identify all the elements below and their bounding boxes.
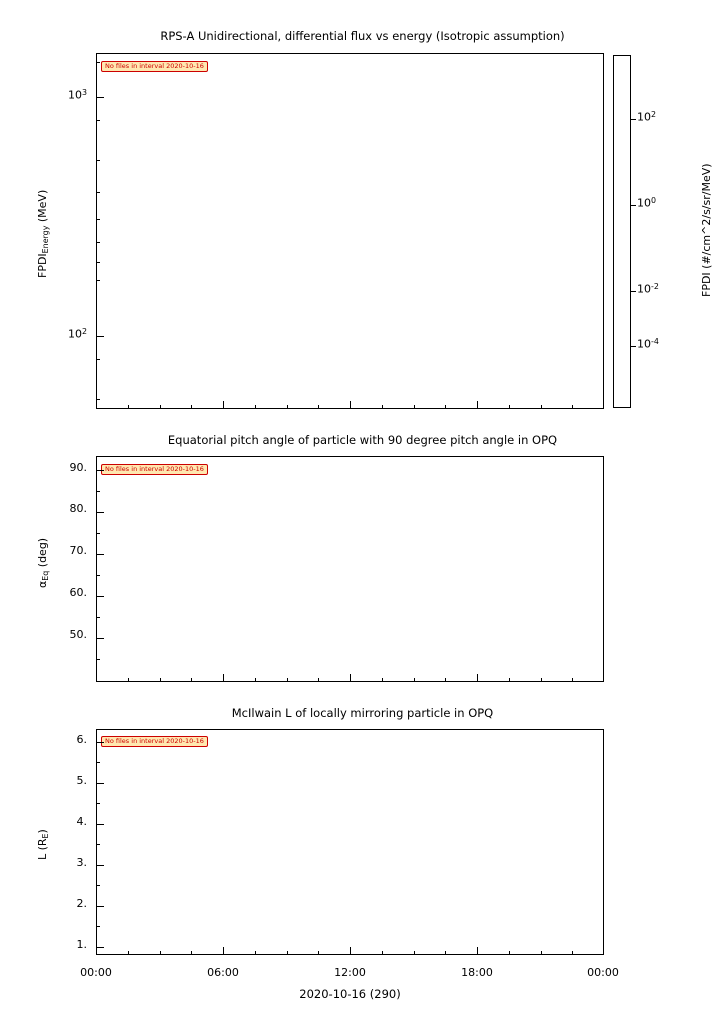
panel1-xminor-11 (572, 405, 573, 409)
panel1-ylabel-sub: Energy (40, 225, 50, 254)
panel1-xminor-8 (445, 405, 446, 409)
panel2-xminor-2 (191, 678, 192, 682)
panel3-ytick-mark-2 (96, 824, 104, 825)
panel1-yminor-7 (96, 280, 100, 281)
panel1-xminor-2 (191, 405, 192, 409)
panel1-ytick-0 (47, 88, 87, 102)
panel1-xminor-1 (160, 405, 161, 409)
panel1-xtick-3 (477, 401, 478, 409)
colorbar-tick-2 (637, 282, 659, 296)
panel3-ytick-5: 1. (76, 938, 87, 951)
panel3-ytick-mark-1 (96, 783, 104, 784)
panel1-axes[interactable] (96, 53, 604, 409)
panel2-ytick-4: 50. (69, 628, 87, 641)
panel1-yminor-2 (96, 160, 100, 161)
xtick-label-2: 12:00 (334, 966, 366, 979)
panel3-xminor-1 (160, 951, 161, 955)
panel1-ylabel-units: (MeV) (36, 189, 49, 223)
panel1-ylabel-main: FPDI (36, 253, 49, 278)
panel2-ytick-1: 80. (69, 502, 87, 515)
panel3-ytick-3: 3. (76, 856, 87, 869)
panel3-ytick-2: 4. (76, 815, 87, 828)
panel2-xminor-0 (128, 678, 129, 682)
panel3-xminor-0 (128, 951, 129, 955)
panel1-yminor-1 (96, 120, 100, 121)
panel2-xtick-3 (477, 674, 478, 682)
panel3-ytick-mark-3 (96, 865, 104, 866)
colorbar-tick-mark-1 (631, 205, 636, 206)
panel3-xtick-3 (477, 947, 478, 955)
panel1-xminor-3 (255, 405, 256, 409)
panel1-xtick-1 (223, 401, 224, 409)
panel1-yminor-3 (96, 192, 100, 193)
panel3-ylabel-main: L (R (36, 838, 49, 860)
panel2-ytick-2: 70. (69, 544, 87, 557)
panel3-xtick-1 (223, 947, 224, 955)
panel3-annotation: No files in interval 2020-10-16 (101, 736, 208, 747)
panel1-ytick-mark-1 (96, 336, 104, 337)
colorbar-tick-3-mantissa: 10 (637, 337, 651, 351)
panel2-xminor-8 (445, 678, 446, 682)
panel1-ytick-1-exp: 2 (81, 327, 87, 336)
panel1-xminor-9 (509, 405, 510, 409)
colorbar-tick-0-exp: 2 (651, 110, 657, 119)
colorbar-tick-0-mantissa: 10 (637, 110, 651, 124)
panel3-ytick-mark-4 (96, 906, 104, 907)
panel3-yminor-1 (96, 803, 100, 804)
panel3-xtick-2 (350, 947, 351, 955)
colorbar[interactable] (613, 55, 631, 408)
panel2-ytick-mark-2 (96, 554, 104, 555)
panel3-ylabel-sub: E (40, 833, 50, 839)
panel2-xtick-4 (603, 674, 604, 682)
panel1-xminor-7 (414, 405, 415, 409)
panel1-annotation: No files in interval 2020-10-16 (101, 61, 208, 72)
panel3-ytick-mark-0 (96, 742, 104, 743)
panel2-ytick-0: 90. (69, 461, 87, 474)
colorbar-tick-mark-0 (631, 119, 636, 120)
colorbar-label: FPDI (#/cm^2/s/sr/MeV) (700, 163, 713, 297)
panel3-ylabel-units: ) (36, 829, 49, 834)
panel3-xminor-9 (509, 951, 510, 955)
panel2-xminor-11 (572, 678, 573, 682)
panel2-annotation: No files in interval 2020-10-16 (101, 464, 208, 475)
panel1-yminor-6 (96, 262, 100, 263)
panel3-xminor-5 (318, 951, 319, 955)
panel2-xminor-7 (414, 678, 415, 682)
xtick-label-3: 18:00 (461, 966, 493, 979)
panel2-ytick-mark-4 (96, 638, 104, 639)
panel2-ylabel-units: (deg) (36, 537, 49, 568)
panel2-xtick-2 (350, 674, 351, 682)
panel1-ytick-0-exp: 3 (81, 88, 87, 97)
panel3-xminor-3 (255, 951, 256, 955)
panel2-ytick-mark-0 (96, 470, 104, 471)
colorbar-tick-mark-2 (631, 291, 636, 292)
panel2-xminor-6 (382, 678, 383, 682)
panel2-xtick-0 (96, 674, 97, 682)
panel2-yminor-0 (96, 491, 100, 492)
panel1-ytick-1 (47, 327, 87, 341)
panel3-title: McIlwain L of locally mirroring particle in OPQ (231, 706, 494, 720)
xtick-label-1: 06:00 (207, 966, 239, 979)
panel1-yminor-4 (96, 219, 100, 220)
colorbar-tick-3 (637, 337, 659, 351)
panel2-xtick-1 (223, 674, 224, 682)
colorbar-tick-3-exp: -4 (651, 337, 659, 346)
panel1-yminor-0 (96, 62, 100, 63)
panel2-xminor-1 (160, 678, 161, 682)
panel1-xtick-4 (603, 401, 604, 409)
colorbar-tick-1-exp: 0 (651, 196, 657, 205)
panel2-xminor-3 (255, 678, 256, 682)
colorbar-tick-2-mantissa: 10 (637, 282, 651, 296)
colorbar-tick-1 (637, 196, 656, 210)
panel1-xtick-0 (96, 401, 97, 409)
panel1-title: RPS-A Unidirectional, differential flux vs energy (Isotropic assumption) (160, 29, 565, 43)
colorbar-tick-0 (637, 110, 656, 124)
panel3-xminor-2 (191, 951, 192, 955)
panel1-yminor-9 (96, 399, 100, 400)
xtick-label-0: 00:00 (80, 966, 112, 979)
panel3-yminor-0 (96, 762, 100, 763)
panel3-xminor-10 (541, 951, 542, 955)
panel1-ytick-0-mantissa: 10 (67, 88, 82, 102)
panel2-xminor-10 (541, 678, 542, 682)
panel1-xminor-5 (318, 405, 319, 409)
panel3-xminor-4 (287, 951, 288, 955)
panel2-ylabel-sub: Eq (40, 570, 50, 581)
panel3-ytick-0: 6. (76, 733, 87, 746)
panel3-yminor-4 (96, 926, 100, 927)
panel2-yminor-3 (96, 617, 100, 618)
panel1-xminor-10 (541, 405, 542, 409)
colorbar-tick-2-exp: -2 (651, 282, 659, 291)
panel1-ytick-1-mantissa: 10 (67, 327, 82, 341)
xtick-label-4: 00:00 (587, 966, 619, 979)
panel3-xtick-4 (603, 947, 604, 955)
panel1-xminor-0 (128, 405, 129, 409)
panel2-yminor-4 (96, 659, 100, 660)
panel1-xtick-2 (350, 401, 351, 409)
panel3-axes[interactable] (96, 729, 604, 955)
panel3-xminor-11 (572, 951, 573, 955)
panel3-ytick-4: 2. (76, 897, 87, 910)
panel3-ytick-mark-5 (96, 947, 104, 948)
panel2-ytick-3: 60. (69, 586, 87, 599)
panel2-ytick-mark-1 (96, 512, 104, 513)
panel3-yminor-3 (96, 885, 100, 886)
panel1-yminor-5 (96, 242, 100, 243)
panel2-ytick-mark-3 (96, 596, 104, 597)
panel2-xminor-4 (287, 678, 288, 682)
panel2-axes[interactable] (96, 456, 604, 682)
panel2-xminor-5 (318, 678, 319, 682)
panel1-ytick-mark-0 (96, 97, 104, 98)
panel1-xminor-4 (287, 405, 288, 409)
panel3-xminor-8 (445, 951, 446, 955)
xaxis-label: 2020-10-16 (290) (299, 987, 401, 1001)
panel3-xminor-6 (382, 951, 383, 955)
panel1-yminor-8 (96, 359, 100, 360)
panel2-xminor-9 (509, 678, 510, 682)
panel1-ylabel (36, 190, 50, 278)
colorbar-tick-mark-3 (631, 346, 636, 347)
panel3-xtick-0 (96, 947, 97, 955)
panel2-title: Equatorial pitch angle of particle with 90 degree pitch angle in OPQ (167, 433, 558, 447)
panel3-xminor-7 (414, 951, 415, 955)
colorbar-tick-1-mantissa: 10 (637, 196, 651, 210)
panel1-xminor-6 (382, 405, 383, 409)
panel2-ylabel-main: α (36, 580, 49, 588)
panel2-yminor-1 (96, 533, 100, 534)
panel2-yminor-2 (96, 575, 100, 576)
panel3-ytick-1: 5. (76, 774, 87, 787)
panel3-yminor-2 (96, 844, 100, 845)
